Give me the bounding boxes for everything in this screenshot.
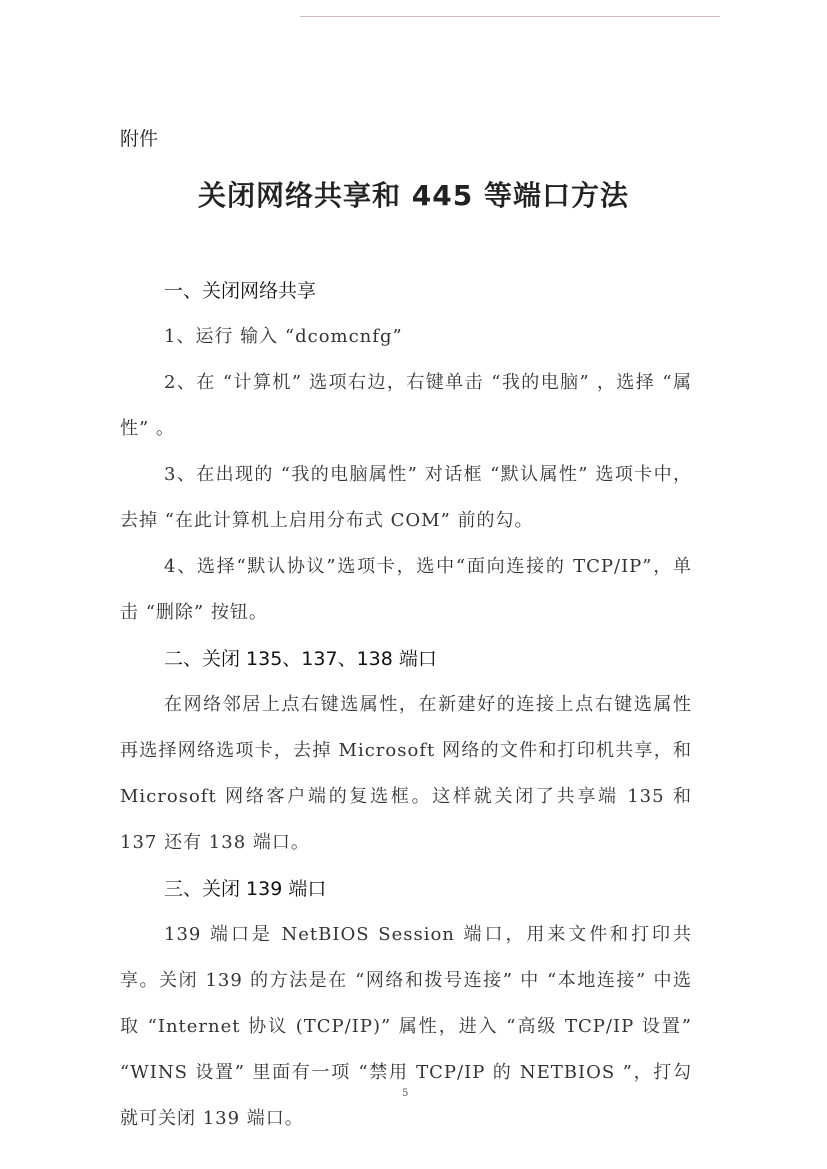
section-close-ports-135-137-138 xyxy=(120,636,692,866)
section-close-port-139 xyxy=(120,866,692,1142)
body-paragraph: 139 端口是 NetBIOS Session 端口，用来文件和打印共享。关闭 139 的方法是在 “网络和拨号连接” 中 “本地连接” 中选取 “Internet 协议 (TCP/IP)” 属性，进入 “高级 TCP/IP 设置” “WINS 设置” 里面有一项 “禁用 TCP/IP 的 NETBIOS ”，打勾就可关闭 139 端口。 xyxy=(120,924,692,1129)
document-title: 关闭网络共享和 445 等端口方法 xyxy=(198,179,629,212)
scan-artifact-line xyxy=(300,16,720,17)
section-close-network-sharing xyxy=(120,268,692,636)
step-paragraph: 1、运行 输入 “dcomcnfg” xyxy=(164,326,403,347)
body-paragraph: 在网络邻居上点右键选属性，在新建好的连接上点右键选属性再选择网络选项卡，去掉 Microsoft 网络的文件和打印机共享，和 Microsoft 网络客户端的复选框。这样就关闭了共享端 135 和 137 还有 138 端口。 xyxy=(120,694,692,853)
page-number: 5 xyxy=(402,1088,409,1099)
step-paragraph: 3、在出现的 “我的电脑属性” 对话框 “默认属性” 选项卡中，去掉 “在此计算机上启用分布式 COM” 前的勾。 xyxy=(120,464,692,531)
document-body xyxy=(120,268,692,1142)
step-paragraph: 4、选择“默认协议”选项卡，选中“面向连接的 TCP/IP”，单击 “删除” 按钮。 xyxy=(120,556,692,623)
step-paragraph: 2、在 “计算机” 选项右边，右键单击 “我的电脑” ，选择 “属性” 。 xyxy=(120,372,692,439)
section-heading: 一、关闭网络共享 xyxy=(164,280,317,302)
attachment-label: 附件 xyxy=(120,128,159,150)
section-heading: 二、关闭 135、137、138 端口 xyxy=(164,648,437,670)
section-heading: 三、关闭 139 端口 xyxy=(164,878,327,900)
